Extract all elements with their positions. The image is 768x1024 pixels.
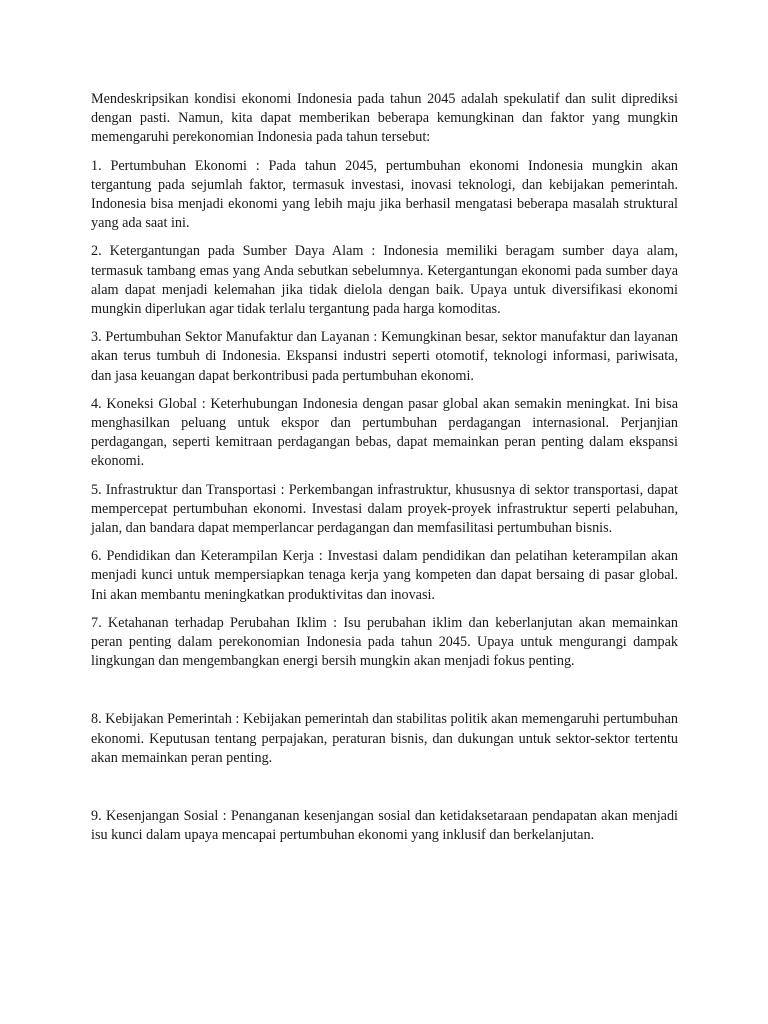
point-7-climate: 7. Ketahanan terhadap Perubahan Iklim : Isu perubahan iklim dan keberlanjutan akan memainkan peran penting dalam perekonomian Indonesia pada tahun 2045. Upaya untuk mengurangi dampak lingkungan dan mengembangkan energi bersih mungkin akan menjadi fokus penting. [91,614,678,670]
intro-paragraph: Mendeskripsikan kondisi ekonomi Indonesia pada tahun 2045 adalah spekulatif dan sulit diprediksi dengan pasti. Namun, kita dapat memberikan beberapa kemungkinan dan faktor yang mungkin memengaruhi perekonomian Indonesia pada tahun tersebut: [91,91,678,146]
point-8-government-policy: 8. Kebijakan Pemerintah : Kebijakan pemerintah dan stabilitas politik akan memengaruhi pertumbuhan ekonomi. Keputusan tentang perpajakan, peraturan bisnis, dan dukungan untuk sektor-sektor tertentu akan memainkan peran penting. [91,711,678,766]
document-page [91,90,678,855]
point-9-social-inequality: 9. Kesenjangan Sosial : Penanganan kesenjangan sosial dan ketidaksetaraan pendapatan akan menjadi isu kunci dalam upaya mencapai pertumbuhan ekonomi yang inklusif dan berkelanjutan. [91,808,678,844]
point-5-infrastructure: 5. Infrastruktur dan Transportasi : Perkembangan infrastruktur, khususnya di sektor transportasi, dapat mempercepat pertumbuhan ekonomi. Investasi dalam proyek-proyek infrastruktur seperti pelabuhan, jalan, dan bandara dapat memperlancar perdagangan dan memfasilitasi pertumbuhan bisnis. [91,481,678,537]
point-3-manufacturing-services: 3. Pertumbuhan Sektor Manufaktur dan Layanan : Kemungkinan besar, sektor manufaktur dan layanan akan terus tumbuh di Indonesia. Ekspansi industri seperti otomotif, teknologi informasi, pariwisata, dan jasa keuangan dapat berkontribusi pada pertumbuhan ekonomi. [91,329,678,384]
point-4-global-connection: 4. Koneksi Global : Keterhubungan Indonesia dengan pasar global akan semakin meningkat. Ini bisa menghasilkan peluang untuk ekspor dan pertumbuhan perdagangan internasional. Perjanjian perdagangan, seperti kemitraan perdagangan bebas, dapat memainkan peran penting dalam ekspansi ekonomi. [91,395,678,470]
point-6-education: 6. Pendidikan dan Keterampilan Kerja : Investasi dalam pendidikan dan pelatihan keterampilan akan menjadi kunci untuk mempersiapkan tenaga kerja yang kompeten dan dapat bersaing di pasar global. Ini akan membantu meningkatkan produktivitas dan inovasi. [91,548,678,603]
blank-gap [91,777,678,807]
point-1-economic-growth: 1. Pertumbuhan Ekonomi : Pada tahun 2045, pertumbuhan ekonomi Indonesia mungkin akan tergantung pada sejumlah faktor, termasuk investasi, inovasi teknologi, dan kebijakan pemerintah. Indonesia bisa menjadi ekonomi yang lebih maju jika berhasil mengatasi beberapa masalah struktural yang ada saat ini. [91,157,678,232]
blank-gap [91,680,678,710]
point-2-natural-resources: 2. Ketergantungan pada Sumber Daya Alam : Indonesia memiliki beragam sumber daya alam, termasuk tambang emas yang Anda sebutkan sebelumnya. Ketergantungan ekonomi pada sumber daya alam dapat menjadi kelemahan jika tidak dielola dengan baik. Upaya untuk diversifikasi ekonomi mungkin diperlukan agar tidak terlalu tergantung pada harga komoditas. [91,243,678,318]
